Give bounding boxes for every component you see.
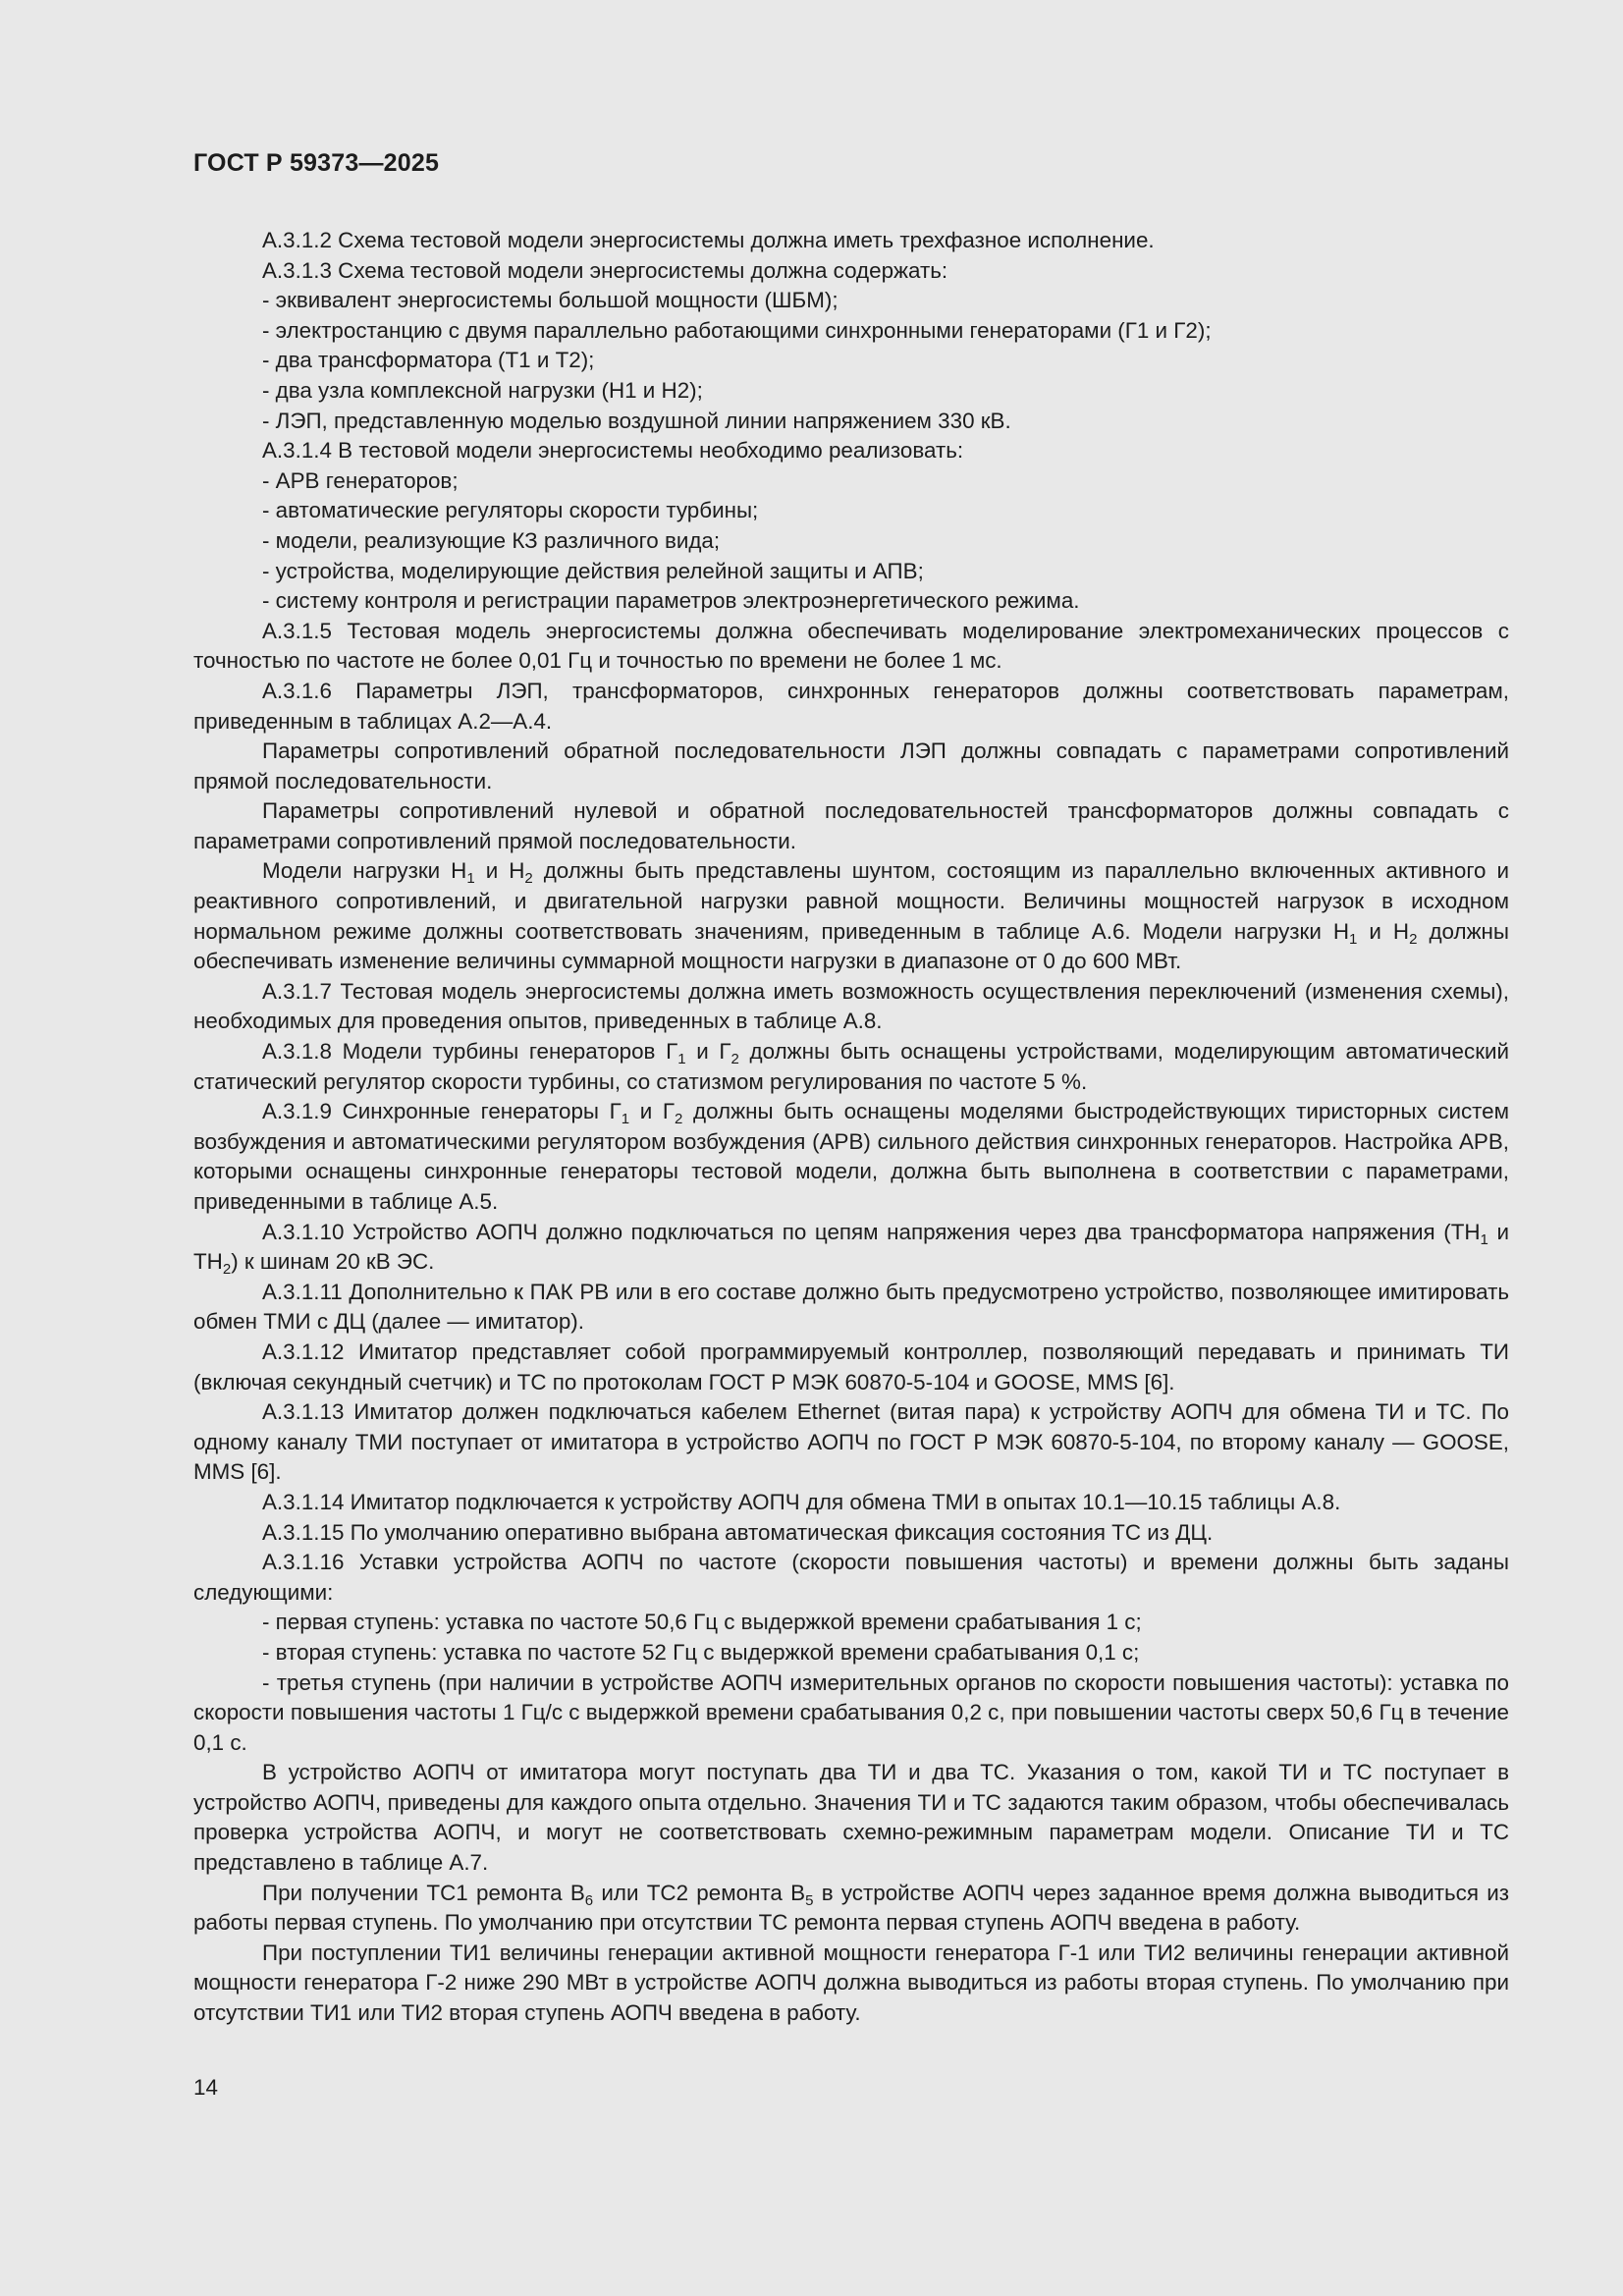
paragraph-text: В устройство АОПЧ от имитатора могут поступать два ТИ и два ТС. Указания о том, какой ТИ и ТС поступает в устройство АОПЧ, приведены для каждого опыта отдельно. Значения ТИ и ТС задаются таким образом, чтобы обеспечивалась проверка устройства АОПЧ, и могут не соответствовать схемно-режимным параметрам модели. Описание ТИ и ТС представлено в таблице А.7. bbox=[193, 1760, 1509, 1876]
paragraph-text: в устройстве АОПЧ через заданное время должна выводиться из работы первая ступень. По умолчанию при отсутствии ТС ремонта первая ступень АОПЧ введена в работу. bbox=[193, 1880, 1509, 1936]
paragraph-text: - первая ступень: уставка по частоте 50,6 Гц с выдержкой времени срабатывания 1 с; bbox=[262, 1610, 1142, 1635]
subscript-text: 2 bbox=[524, 870, 533, 888]
paragraph-text: - автоматические регуляторы скорости турбины; bbox=[262, 498, 759, 523]
subscript-text: 2 bbox=[675, 1111, 683, 1128]
paragraph bbox=[193, 557, 1509, 587]
subscript-text: 5 bbox=[805, 1891, 814, 1909]
paragraph bbox=[193, 1338, 1509, 1397]
paragraph bbox=[193, 466, 1509, 497]
subscript-text: 2 bbox=[1409, 930, 1418, 948]
paragraph-text: должны быть оснащены устройствами, моделирующим автоматический статический регулятор скорости турбины, со статизмом регулирования по частоте 5 %. bbox=[193, 1039, 1509, 1094]
paragraph bbox=[193, 1518, 1509, 1549]
paragraph bbox=[193, 1939, 1509, 2029]
paragraph-text: и Н bbox=[474, 858, 525, 884]
paragraph bbox=[193, 737, 1509, 796]
paragraph-text: и ТН bbox=[193, 1219, 1509, 1275]
paragraph-text: Параметры сопротивлений нулевой и обратной последовательностей трансформаторов должны совпадать с параметрами сопротивлений прямой последовательности. bbox=[193, 798, 1509, 853]
subscript-text: 1 bbox=[621, 1111, 630, 1128]
paragraph-text: - третья ступень (при наличии в устройстве АОПЧ измерительных органов по скорости повышения частоты): уставка по скорости повышения частоты 1 Гц/с с выдержкой времени срабатывания 0,2 с, при повышении частоты сверх 50,6 Гц в течение 0,1 с. bbox=[193, 1669, 1509, 1755]
paragraph bbox=[193, 1758, 1509, 1878]
paragraph bbox=[193, 346, 1509, 376]
paragraph-text: и Г bbox=[685, 1039, 731, 1065]
paragraph-text: А.3.1.10 Устройство АОПЧ должно подключаться по цепям напряжения через два трансформатора напряжения (ТН bbox=[262, 1219, 1481, 1244]
paragraph bbox=[193, 1879, 1509, 1939]
paragraph bbox=[193, 586, 1509, 617]
paragraph-text: А.3.1.2 Схема тестовой модели энергосистемы должна иметь трехфазное исполнение. bbox=[262, 228, 1155, 252]
paragraph-text: А.3.1.16 Уставки устройства АОПЧ по частоте (скорости повышения частоты) и времени должны быть заданы следующими: bbox=[193, 1550, 1509, 1605]
paragraph bbox=[193, 436, 1509, 466]
paragraph-text: - электростанцию с двумя параллельно работающими синхронными генераторами (Г1 и Г2); bbox=[262, 317, 1212, 343]
paragraph-text: А.3.1.3 Схема тестовой модели энергосистемы должна содержать: bbox=[262, 257, 948, 283]
paragraph-text: При поступлении ТИ1 величины генерации активной мощности генератора Г-1 или ТИ2 величины генерации активной мощности генератора Г-2 ниже 290 МВт в устройстве АОПЧ должна выводиться из работы вторая ступень. По умолчанию при отсутствии ТИ1 или ТИ2 вторая ступень АОПЧ введена в работу. bbox=[193, 1940, 1509, 2026]
paragraph-text: А.3.1.14 Имитатор подключается к устройству АОПЧ для обмена ТМИ в опытах 10.1—10.15 таблицы А.8. bbox=[262, 1489, 1341, 1514]
paragraph-text: А.3.1.7 Тестовая модель энергосистемы должна иметь возможность осуществления переключений (изменения схемы), необходимых для проведения опытов, приведенных в таблице А.8. bbox=[193, 978, 1509, 1034]
paragraph bbox=[193, 526, 1509, 557]
paragraph bbox=[193, 1548, 1509, 1608]
paragraph bbox=[193, 316, 1509, 347]
paragraph-text: А.3.1.5 Тестовая модель энергосистемы должна обеспечивать моделирование электромеханических процессов с точностью по частоте не более 0,01 Гц и точностью по времени не более 1 мс. bbox=[193, 618, 1509, 674]
paragraph bbox=[193, 376, 1509, 407]
paragraph bbox=[193, 1488, 1509, 1518]
paragraph-text: А.3.1.6 Параметры ЛЭП, трансформаторов, синхронных генераторов должны соответствовать параметрам, приведенным в таблицах А.2—А.4. bbox=[193, 678, 1509, 734]
paragraph-text: - эквивалент энергосистемы большой мощности (ШБМ); bbox=[262, 288, 839, 313]
subscript-text: 6 bbox=[584, 1891, 594, 1909]
paragraph bbox=[193, 977, 1509, 1037]
paragraph-text: должны быть представлены шунтом, состоящим из параллельно включенных активного и реактивного сопротивлений, и двигательной нагрузки равной мощности. Величины мощностей нагрузок в исходном нормальном режиме должны соответствовать значениям, приведенным в таблице А.6. Модели нагрузки Н bbox=[193, 858, 1509, 944]
paragraph bbox=[193, 286, 1509, 316]
paragraph-text: А.3.1.13 Имитатор должен подключаться кабелем Ethernet (витая пара) к устройству АОПЧ для обмена ТИ и ТС. По одному каналу ТМИ поступает от имитатора в устройство АОПЧ по ГОСТ Р МЭК 60870-5-104, по второму каналу — GOOSE, MMS [6]. bbox=[193, 1399, 1509, 1485]
paragraph bbox=[193, 1668, 1509, 1759]
paragraph-text: - устройства, моделирующие действия релейной защиты и АПВ; bbox=[262, 558, 924, 583]
paragraph-text: - АРВ генераторов; bbox=[262, 467, 459, 493]
paragraph-text: А.3.1.12 Имитатор представляет собой программируемый контроллер, позволяющий передавать и принимать ТИ (включая секундный счетчик) и ТС по протоколам ГОСТ Р МЭК 60870-5-104 и GOOSE, MMS [6]. bbox=[193, 1339, 1509, 1394]
paragraph-text: А.3.1.11 Дополнительно к ПАК РВ или в его составе должно быть предусмотрено устройство, позволяющее имитировать обмен ТМИ с ДЦ (далее — имитатор). bbox=[193, 1279, 1509, 1335]
paragraph-text: - два трансформатора (Т1 и Т2); bbox=[262, 348, 595, 373]
paragraph bbox=[193, 1097, 1509, 1217]
paragraph-text: При получении ТС1 ремонта В bbox=[262, 1880, 585, 1905]
paragraph-text: или ТС2 ремонта В bbox=[593, 1880, 806, 1905]
paragraph-text: А.3.1.15 По умолчанию оперативно выбрана автоматическая фиксация состояния ТС из ДЦ. bbox=[262, 1519, 1214, 1545]
paragraph-text: должны быть оснащены моделями быстродействующих тиристорных систем возбуждения и автоматическими регулятором возбуждения (АРВ) сильного действия синхронных генераторов. Настройка АРВ, которыми оснащены синхронные генераторы тестовой модели, должна быть выполнена в соответствии с параметрами, приведенными в таблице А.5. bbox=[193, 1099, 1509, 1214]
paragraph-text: и Г bbox=[629, 1099, 676, 1124]
subscript-text: 1 bbox=[677, 1051, 686, 1068]
paragraph-text: - систему контроля и регистрации параметров электроэнергетического режима. bbox=[262, 588, 1080, 614]
subscript-text: 1 bbox=[466, 870, 475, 888]
paragraph-text: - ЛЭП, представленную моделью воздушной линии напряжением 330 кВ. bbox=[262, 408, 1011, 433]
paragraph-text: и Н bbox=[1357, 918, 1410, 944]
paragraph bbox=[193, 677, 1509, 737]
paragraph-text: Модели нагрузки Н bbox=[262, 858, 467, 884]
subscript-text: 2 bbox=[730, 1051, 739, 1068]
paragraph-text: А.3.1.9 Синхронные генераторы Г bbox=[262, 1099, 622, 1124]
document-body bbox=[193, 226, 1509, 2029]
paragraph bbox=[193, 407, 1509, 437]
paragraph bbox=[193, 1638, 1509, 1668]
paragraph bbox=[193, 796, 1509, 856]
paragraph bbox=[193, 856, 1509, 976]
paragraph bbox=[193, 617, 1509, 677]
paragraph-text: должны обеспечивать изменение величины суммарной мощности нагрузки в диапазоне от 0 до 600 МВт. bbox=[193, 918, 1510, 974]
document-header: ГОСТ Р 59373—2025 bbox=[193, 149, 440, 177]
paragraph-text: А.3.1.4 В тестовой модели энергосистемы необходимо реализовать: bbox=[262, 438, 964, 464]
paragraph bbox=[193, 1397, 1509, 1488]
paragraph-text: - вторая ступень: уставка по частоте 52 Гц с выдержкой времени срабатывания 0,1 с; bbox=[262, 1639, 1140, 1665]
paragraph-text: - два узла комплексной нагрузки (Н1 и Н2); bbox=[262, 377, 703, 403]
subscript-text: 2 bbox=[222, 1261, 232, 1279]
paragraph-text: Параметры сопротивлений обратной последовательности ЛЭП должны совпадать с параметрами сопротивлений прямой последовательности. bbox=[193, 738, 1509, 793]
paragraph bbox=[193, 496, 1509, 526]
subscript-text: 1 bbox=[1480, 1230, 1488, 1248]
paragraph bbox=[193, 1218, 1509, 1278]
paragraph bbox=[193, 226, 1509, 256]
paragraph-text: А.3.1.8 Модели турбины генераторов Г bbox=[262, 1039, 678, 1065]
paragraph bbox=[193, 1037, 1509, 1097]
page-number: 14 bbox=[193, 2075, 218, 2100]
paragraph bbox=[193, 256, 1509, 287]
paragraph bbox=[193, 1608, 1509, 1638]
paragraph-text: - модели, реализующие КЗ различного вида; bbox=[262, 527, 721, 553]
paragraph-text: ) к шинам 20 кВ ЭС. bbox=[231, 1249, 435, 1275]
subscript-text: 1 bbox=[1349, 930, 1358, 948]
paragraph bbox=[193, 1278, 1509, 1338]
